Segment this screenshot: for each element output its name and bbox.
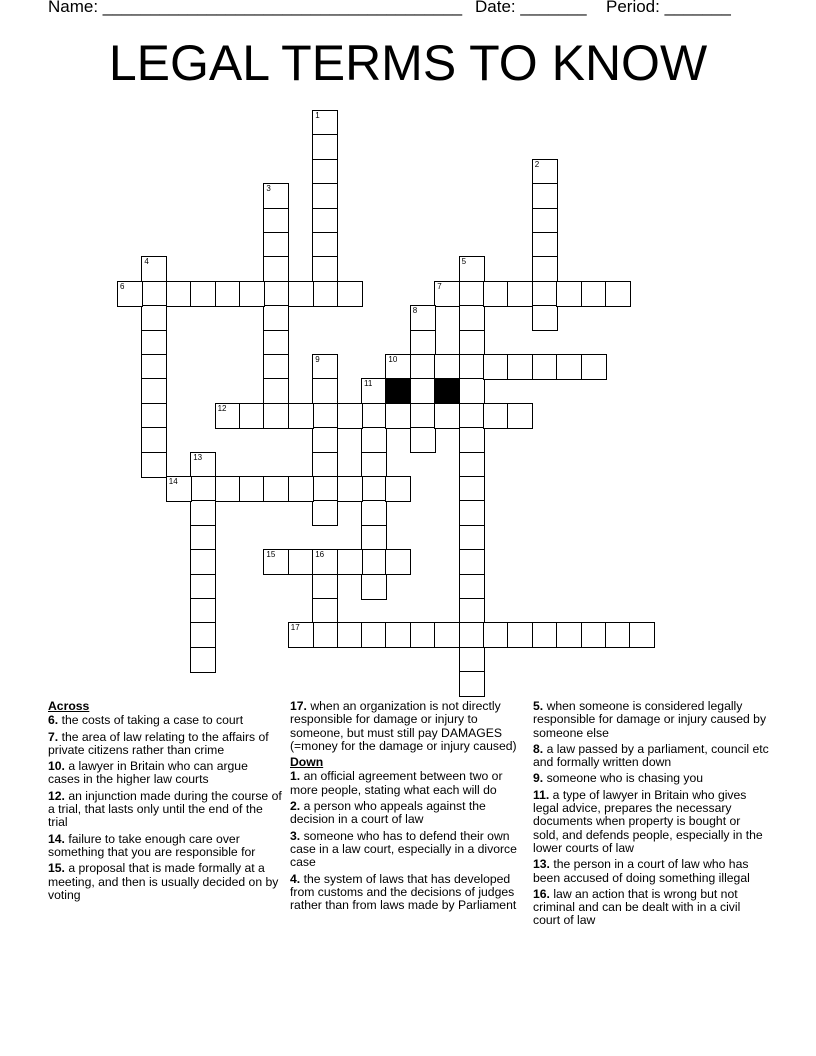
crossword-cell[interactable] — [288, 476, 314, 502]
clue-text: an official agreement between two or more people, stating what each will do — [290, 769, 503, 797]
crossword-cell[interactable] — [483, 281, 509, 307]
crossword-cell[interactable] — [385, 549, 411, 575]
crossword-cell[interactable] — [312, 183, 338, 209]
crossword-cell[interactable] — [532, 281, 558, 307]
crossword-cell[interactable] — [288, 403, 314, 429]
period-field-label: Period: _______ — [606, 0, 731, 16]
crossword-cell[interactable] — [459, 305, 485, 331]
clue-number-label: 8. — [533, 741, 547, 756]
clue-item — [533, 772, 769, 785]
crossword-cell[interactable] — [532, 256, 558, 282]
crossword-cell[interactable] — [410, 622, 436, 648]
crossword-cell[interactable] — [532, 208, 558, 234]
crossword-cell[interactable] — [263, 476, 289, 502]
crossword-cell[interactable] — [361, 427, 387, 453]
clue-text: an injunction made during the course of a trial, that lasts only until the end of the trial — [48, 788, 282, 830]
crossword-cell[interactable] — [312, 378, 338, 404]
clue-number-label: 1. — [290, 769, 304, 784]
clue-text: when an organization is not directly responsible for damage or injury to someone, but must still pay DAMAGES (=money for the damage or injury caused) — [290, 699, 517, 753]
crossword-cell[interactable] — [410, 427, 436, 453]
clue-number: 10 — [388, 355, 398, 364]
crossword-cell[interactable] — [190, 281, 216, 307]
crossword-cell[interactable] — [141, 305, 167, 331]
crossword-cell[interactable] — [459, 647, 485, 673]
crossword-cell[interactable] — [337, 622, 363, 648]
clue-number-label: 16. — [533, 886, 554, 901]
down-heading: Down — [290, 755, 324, 770]
crossword-cell[interactable] — [215, 281, 241, 307]
clue-number: 17 — [290, 623, 300, 633]
clue-item — [533, 700, 769, 740]
crossword-cell[interactable] — [141, 281, 167, 307]
crossword-cell[interactable] — [507, 403, 533, 429]
crossword-cell[interactable] — [312, 574, 338, 600]
crossword-cell[interactable] — [312, 452, 338, 478]
clue-number: 8 — [412, 306, 418, 316]
blocked-cell — [434, 378, 460, 404]
crossword-cell[interactable] — [190, 525, 216, 551]
crossword-cell[interactable] — [117, 281, 143, 307]
crossword-cell[interactable] — [312, 403, 338, 429]
crossword-cell[interactable] — [361, 574, 387, 600]
crossword-cell[interactable] — [459, 574, 485, 600]
crossword-cell[interactable] — [239, 281, 265, 307]
crossword-cell[interactable] — [288, 281, 314, 307]
crossword-cell[interactable] — [263, 183, 289, 209]
crossword-cell[interactable] — [263, 281, 289, 307]
crossword-cell[interactable] — [410, 330, 436, 356]
crossword-cell[interactable] — [385, 403, 411, 429]
crossword-cell[interactable] — [312, 232, 338, 258]
crossword-cell[interactable] — [459, 330, 485, 356]
crossword-cell[interactable] — [263, 378, 289, 404]
crossword-cell[interactable] — [361, 476, 387, 502]
clue-item — [290, 770, 528, 797]
crossword-cell[interactable] — [263, 549, 289, 575]
clue-number-label: 9. — [533, 771, 547, 786]
crossword-cell[interactable] — [434, 622, 460, 648]
crossword-cell[interactable] — [459, 598, 485, 624]
crossword-cell[interactable] — [459, 281, 485, 307]
clue-item — [48, 833, 283, 860]
crossword-cell[interactable] — [263, 208, 289, 234]
crossword-cell[interactable] — [239, 476, 265, 502]
clue-number-label: 14. — [48, 831, 69, 846]
crossword-cell[interactable] — [459, 525, 485, 551]
crossword-cell[interactable] — [410, 378, 436, 404]
crossword-cell[interactable] — [556, 622, 582, 648]
crossword-cell[interactable] — [239, 403, 265, 429]
crossword-cell[interactable] — [605, 622, 631, 648]
clues-column-3 — [533, 700, 769, 931]
clue-number: 13 — [193, 452, 203, 462]
crossword-cell[interactable] — [605, 281, 631, 307]
crossword-cell[interactable] — [190, 574, 216, 600]
crossword-cell[interactable] — [337, 476, 363, 502]
crossword-cell[interactable] — [556, 354, 582, 380]
blocked-cell — [385, 378, 411, 404]
crossword-cell[interactable] — [410, 403, 436, 429]
clue-number: 4 — [144, 257, 149, 267]
crossword-cell[interactable] — [337, 281, 363, 307]
crossword-cell[interactable] — [361, 549, 387, 575]
clue-number: 2 — [534, 159, 540, 169]
clue-text: a person who appeals against the decision in a court of law — [290, 799, 486, 827]
page-title: LEGAL TERMS TO KNOW — [108, 35, 708, 91]
clue-text: a law passed by a parliament, council etc and formally written down — [533, 741, 769, 770]
clue-number: 16 — [315, 550, 325, 560]
crossword-cell[interactable] — [459, 476, 485, 502]
crossword-cell[interactable] — [459, 427, 485, 453]
clue-number: 6 — [120, 281, 125, 291]
crossword-cell[interactable] — [361, 378, 387, 404]
clues-column-1 — [48, 700, 283, 905]
crossword-cell[interactable] — [532, 232, 558, 258]
crossword-cell[interactable] — [507, 281, 533, 307]
crossword-cell[interactable] — [215, 403, 241, 429]
clue-text: the person in a court of law who has been accused of doing something illegal — [533, 857, 750, 885]
crossword-cell[interactable] — [459, 354, 485, 380]
clue-item — [533, 789, 769, 855]
clue-number: 15 — [266, 550, 276, 560]
crossword-cell[interactable] — [459, 256, 485, 282]
clue-number: 7 — [437, 281, 442, 291]
clue-text: failure to take enough care over something that you are responsible for — [48, 831, 256, 859]
crossword-cell[interactable] — [312, 500, 338, 526]
clue-number-label: 7. — [48, 729, 62, 744]
clue-item — [533, 743, 769, 770]
clue-number-label: 11. — [533, 787, 553, 802]
clue-number-label: 15. — [48, 861, 69, 876]
crossword-cell[interactable] — [263, 232, 289, 258]
crossword-cell[interactable] — [337, 403, 363, 429]
crossword-cell[interactable] — [312, 256, 338, 282]
crossword-cell[interactable] — [459, 671, 485, 697]
crossword-cell[interactable] — [385, 354, 411, 380]
crossword-cell[interactable] — [581, 281, 607, 307]
crossword-cell[interactable] — [190, 452, 216, 478]
clue-text: a proposal that is made formally at a meeting, and then is usually decided on by voting — [48, 861, 279, 902]
crossword-cell[interactable] — [361, 403, 387, 429]
crossword-cell[interactable] — [263, 305, 289, 331]
crossword-cell[interactable] — [312, 208, 338, 234]
crossword-cell[interactable] — [361, 500, 387, 526]
crossword-cell[interactable] — [312, 427, 338, 453]
clue-item — [533, 858, 769, 885]
crossword-cell[interactable] — [410, 354, 436, 380]
crossword-cell[interactable] — [312, 598, 338, 624]
crossword-cell[interactable] — [190, 598, 216, 624]
crossword-cell[interactable] — [312, 281, 338, 307]
crossword-cell[interactable] — [532, 305, 558, 331]
crossword-cell[interactable] — [141, 354, 167, 380]
crossword-cell[interactable] — [532, 622, 558, 648]
crossword-cell[interactable] — [556, 281, 582, 307]
crossword-cell[interactable] — [312, 110, 338, 136]
clue-text: someone who has to defend their own case in a law court, especially in a divorce case — [290, 828, 517, 870]
crossword-cell[interactable] — [141, 403, 167, 429]
crossword-cell[interactable] — [434, 354, 460, 380]
clue-number: 12 — [217, 403, 227, 413]
clue-item — [290, 800, 528, 827]
crossword-cell[interactable] — [532, 159, 558, 185]
crossword-cell[interactable] — [581, 622, 607, 648]
clue-item — [290, 830, 528, 870]
crossword-cell[interactable] — [385, 622, 411, 648]
clue-number: 5 — [461, 257, 467, 267]
crossword-cell[interactable] — [459, 549, 485, 575]
clue-item — [48, 790, 283, 830]
crossword-cell[interactable] — [312, 549, 338, 575]
crossword-cell[interactable] — [361, 525, 387, 551]
crossword-cell[interactable] — [459, 500, 485, 526]
crossword-cell[interactable] — [532, 354, 558, 380]
crossword-cell[interactable] — [141, 427, 167, 453]
clue-text: someone who is chasing you — [546, 771, 704, 786]
crossword-cell[interactable] — [190, 549, 216, 575]
crossword-cell[interactable] — [629, 622, 655, 648]
date-field-label: Date: _______ — [475, 0, 587, 16]
crossword-cell[interactable] — [263, 256, 289, 282]
clue-item — [533, 888, 769, 928]
crossword-cell[interactable] — [483, 622, 509, 648]
crossword-cell[interactable] — [263, 330, 289, 356]
clue-number-label: 3. — [290, 828, 304, 843]
clue-number-label: 10. — [48, 759, 69, 774]
crossword-cell[interactable] — [532, 183, 558, 209]
crossword-cell[interactable] — [312, 622, 338, 648]
crossword-cell[interactable] — [215, 476, 241, 502]
crossword-cell[interactable] — [312, 134, 338, 160]
crossword-cell[interactable] — [190, 622, 216, 648]
crossword-cell[interactable] — [459, 622, 485, 648]
clue-item — [48, 760, 283, 787]
clue-item — [48, 862, 283, 902]
clue-number-label: 6. — [48, 713, 62, 728]
clue-number: 3 — [266, 184, 271, 194]
crossword-cell[interactable] — [361, 452, 387, 478]
clue-number-label: 2. — [290, 799, 304, 814]
crossword-cell[interactable] — [581, 354, 607, 380]
crossword-cell[interactable] — [166, 281, 192, 307]
clue-number: 1 — [315, 111, 320, 120]
clue-number-label: 4. — [290, 871, 304, 886]
crossword-cell[interactable] — [312, 159, 338, 185]
clue-number-label: 13. — [533, 857, 554, 872]
crossword-cell[interactable] — [263, 354, 289, 380]
clue-item — [48, 714, 283, 727]
crossword-cell[interactable] — [459, 452, 485, 478]
crossword-cell[interactable] — [190, 647, 216, 673]
clue-text: when someone is considered legally responsible for damage or injury caused by someone else — [533, 699, 767, 740]
clue-item — [290, 873, 528, 913]
crossword-cell[interactable] — [141, 256, 167, 282]
crossword-cell[interactable] — [190, 476, 216, 502]
crossword-cell[interactable] — [337, 549, 363, 575]
clue-text: the area of law relating to the affairs of private citizens rather than crime — [48, 729, 269, 757]
crossword-cell[interactable] — [410, 305, 436, 331]
crossword-cell[interactable] — [483, 403, 509, 429]
clues-column-2 — [290, 700, 528, 915]
crossword-cell[interactable] — [141, 330, 167, 356]
crossword-cell[interactable] — [507, 354, 533, 380]
clue-number: 9 — [315, 355, 320, 364]
crossword-cell[interactable] — [361, 622, 387, 648]
crossword-cell[interactable] — [288, 549, 314, 575]
crossword-cell[interactable] — [385, 476, 411, 502]
crossword-cell[interactable] — [434, 403, 460, 429]
crossword-cell[interactable] — [312, 476, 338, 502]
crossword-cell[interactable] — [434, 281, 460, 307]
crossword-cell[interactable] — [507, 622, 533, 648]
crossword-cell[interactable] — [190, 500, 216, 526]
crossword-cell[interactable] — [459, 403, 485, 429]
clue-text: the system of laws that has developed from customs and the decisions of judges rather than from laws made by Parliament — [290, 871, 517, 913]
crossword-cell[interactable] — [141, 378, 167, 404]
clue-number-label: 12. — [48, 788, 69, 803]
clue-text: a lawyer in Britain who can argue cases in the higher law courts — [48, 759, 248, 787]
crossword-cell[interactable] — [312, 354, 338, 380]
clue-number: 11 — [364, 379, 373, 389]
clue-number: 14 — [168, 477, 178, 486]
name-field-label: Name: ______________________________________ — [48, 0, 463, 16]
crossword-cell[interactable] — [166, 476, 192, 502]
across-heading: Across — [48, 699, 90, 713]
crossword-cell[interactable] — [459, 378, 485, 404]
clue-item — [290, 700, 528, 753]
clue-item — [48, 731, 283, 758]
clue-number-label: 17. — [290, 699, 311, 713]
crossword-cell[interactable] — [263, 403, 289, 429]
crossword-cell[interactable] — [141, 452, 167, 478]
clue-text: law an action that is wrong but not criminal and can be dealt with in a civil court of law — [533, 886, 741, 928]
clue-number-label: 5. — [533, 699, 547, 713]
crossword-cell[interactable] — [288, 622, 314, 648]
crossword-cell[interactable] — [483, 354, 509, 380]
clue-text: the costs of taking a case to court — [61, 713, 244, 728]
clue-text: a type of lawyer in Britain who gives legal advice, prepares the necessary documents when property is bought or sold, and defends people, especially in the lower courts of law — [533, 787, 763, 855]
